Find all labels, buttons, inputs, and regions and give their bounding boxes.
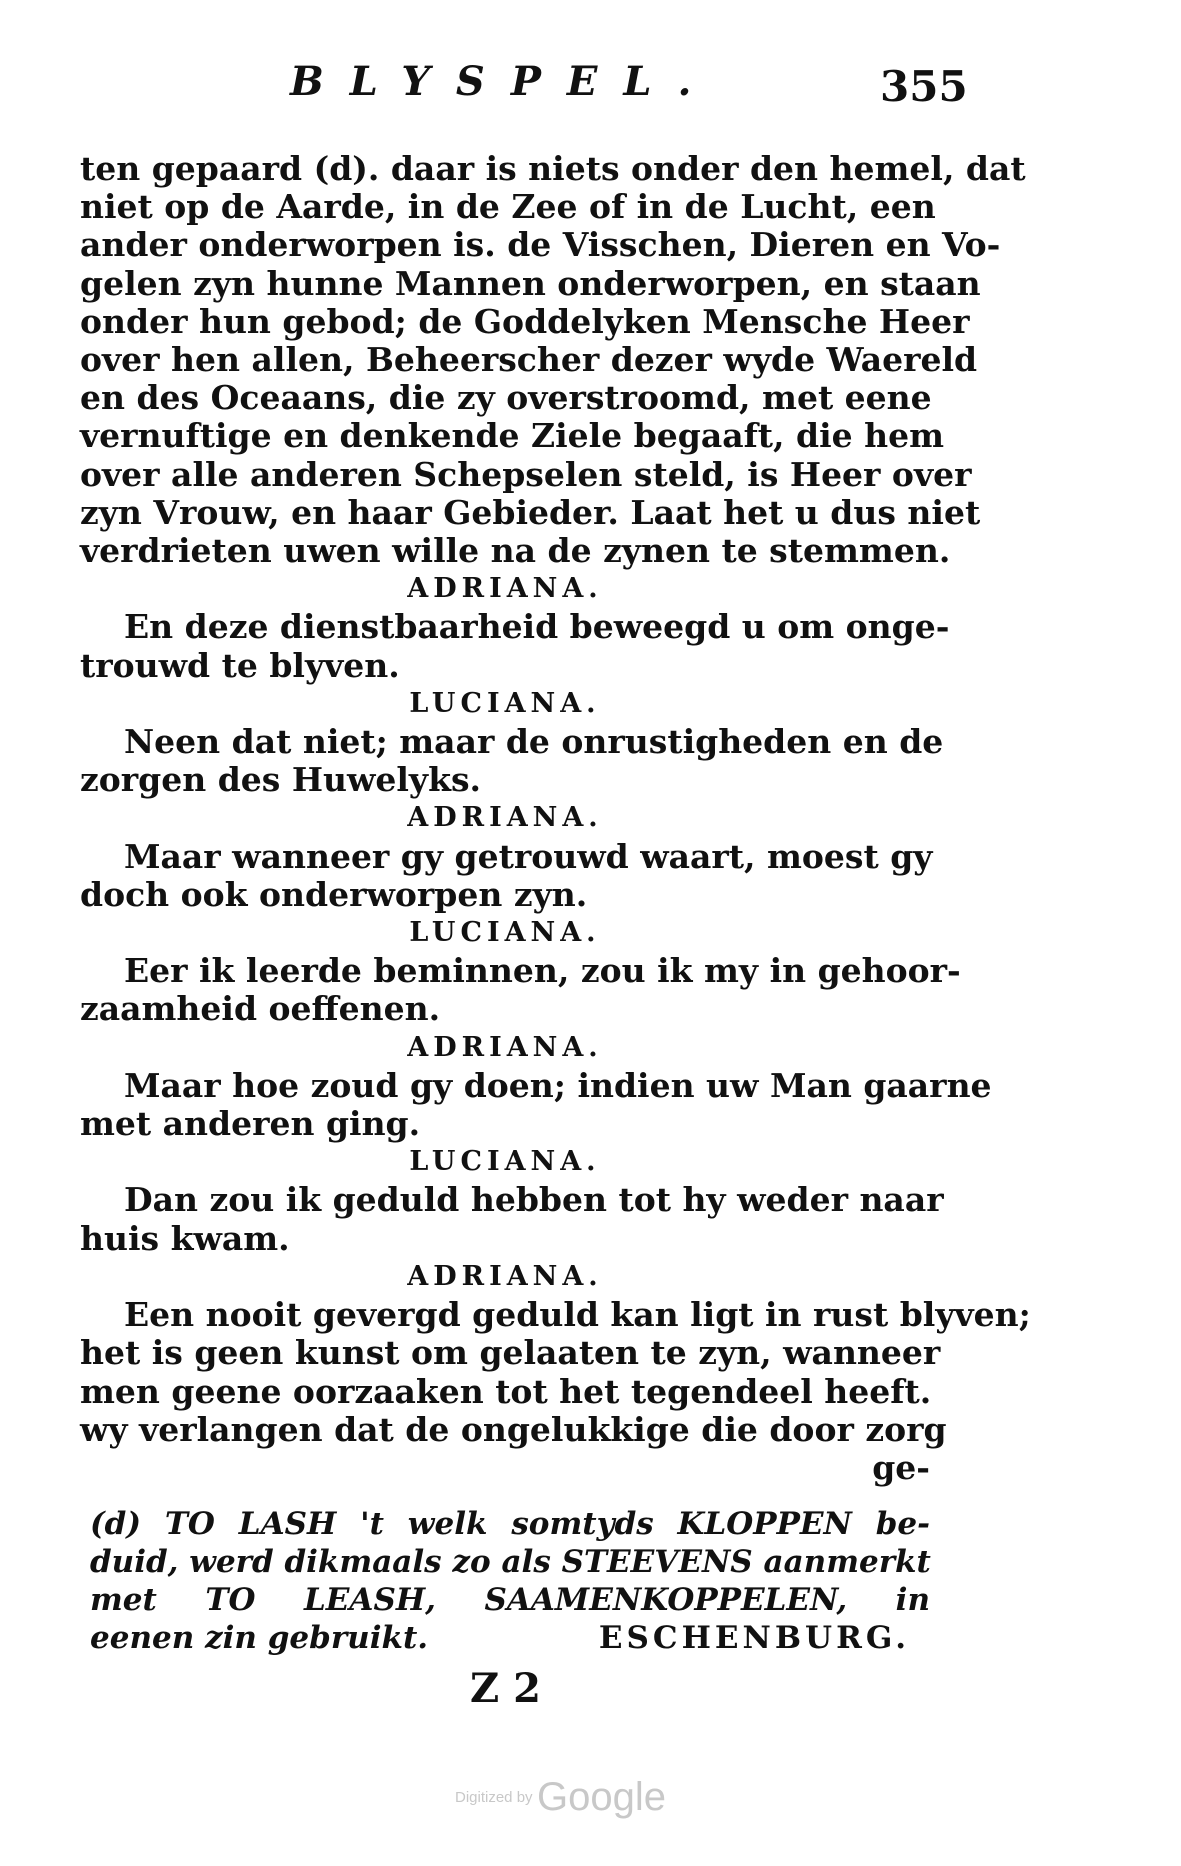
text-line: verdrieten uwen wille na de zynen te stemmen. — [80, 531, 951, 571]
dialogue-line: trouwd te blyven. — [80, 645, 400, 685]
dialogue-line: het is geen kunst om gelaaten te zyn, wanneer — [80, 1333, 941, 1373]
footnote-line — [90, 1619, 930, 1657]
text-line: gelen zyn hunne Mannen onderworpen, en staan — [80, 263, 981, 303]
speaker-name: LUCIANA. — [409, 917, 601, 949]
text-line: niet op de Aarde, in de Zee of in de Lucht, een — [80, 187, 936, 227]
dialogue-line: Maar wanneer gy getrouwd waart, moest gy — [124, 836, 933, 876]
speaker-name: LUCIANA. — [409, 1146, 601, 1178]
footnote — [90, 1505, 930, 1657]
body-text — [80, 149, 1031, 1487]
text-line: en des Oceaans, die zy overstroomd, met eene — [80, 378, 932, 418]
dialogue-line: zaamheid oeffenen. — [80, 989, 441, 1029]
text-line: ten gepaard (d). daar is niets onder den hemel, dat — [80, 149, 1026, 188]
dialogue-line: En deze dienstbaarheid beweegd u om onge- — [124, 607, 950, 647]
dialogue-line: Neen dat niet; maar de onrustigheden en de — [124, 722, 944, 762]
speaker-name: ADRIANA. — [407, 1260, 603, 1292]
dialogue-line: Een nooit gevergd geduld kan ligt in rust blyven; — [124, 1295, 1031, 1335]
signature-mark: Z 2 — [470, 1665, 541, 1712]
text-line: vernuftige en denkende Ziele begaaft, die hem — [80, 416, 944, 456]
text-line: onder hun gebod; de Goddelyken Mensche Heer — [80, 301, 970, 341]
dialogue-line: Eer ik leerde beminnen, zou ik my in gehoor- — [124, 951, 961, 991]
dialogue-line: men geene oorzaaken tot het tegendeel heeft. — [80, 1371, 932, 1411]
text-line: over alle anderen Schepselen steld, is Heer over — [80, 454, 972, 494]
text-line: over hen allen, Beheerscher dezer wyde Waereld — [80, 340, 978, 380]
dialogue-line: huis kwam. — [80, 1218, 290, 1258]
watermark-prefix: Digitized by — [455, 1789, 533, 1806]
footnote-last-text: eenen zin gebruikt. — [90, 1620, 429, 1656]
dialogue-line: Maar hoe zoud gy doen; indien uw Man gaarne — [124, 1065, 992, 1105]
footnote-line: (d) TO LASH 't welk somtyds KLOPPEN be- — [90, 1506, 930, 1542]
footnote-line: duid, werd dikmaals zo als STEEVENS aanmerkt — [90, 1544, 931, 1580]
text-line: ander onderworpen is. de Visschen, Dieren en Vo- — [80, 225, 1001, 265]
speaker-name: ADRIANA. — [407, 1031, 603, 1063]
text-line: zyn Vrouw, en haar Gebieder. Laat het u dus niet — [80, 492, 981, 532]
speaker-name: LUCIANA. — [409, 687, 601, 719]
dialogue-line: wy verlangen dat de ongelukkige die door zorg — [80, 1409, 947, 1449]
catchword: ge- — [872, 1447, 930, 1487]
footnote-attribution: ESCHENBURG. — [598, 1620, 910, 1656]
footnote-line: met TO LEASH, SAAMENKOPPELEN, in — [90, 1582, 930, 1618]
speaker-name: ADRIANA. — [407, 573, 603, 605]
google-logo: Google — [537, 1775, 666, 1819]
dialogue-line: Dan zou ik geduld hebben tot hy weder naar — [124, 1180, 944, 1220]
digitized-watermark — [455, 1775, 666, 1820]
dialogue-line: doch ook onderworpen zyn. — [80, 874, 588, 914]
dialogue-line: met anderen ging. — [80, 1104, 421, 1144]
dialogue-line: zorgen des Huwelyks. — [80, 760, 482, 800]
page-number: 355 — [880, 62, 968, 111]
running-head: BLYSPEL. — [290, 58, 718, 105]
speaker-name: ADRIANA. — [407, 802, 603, 834]
